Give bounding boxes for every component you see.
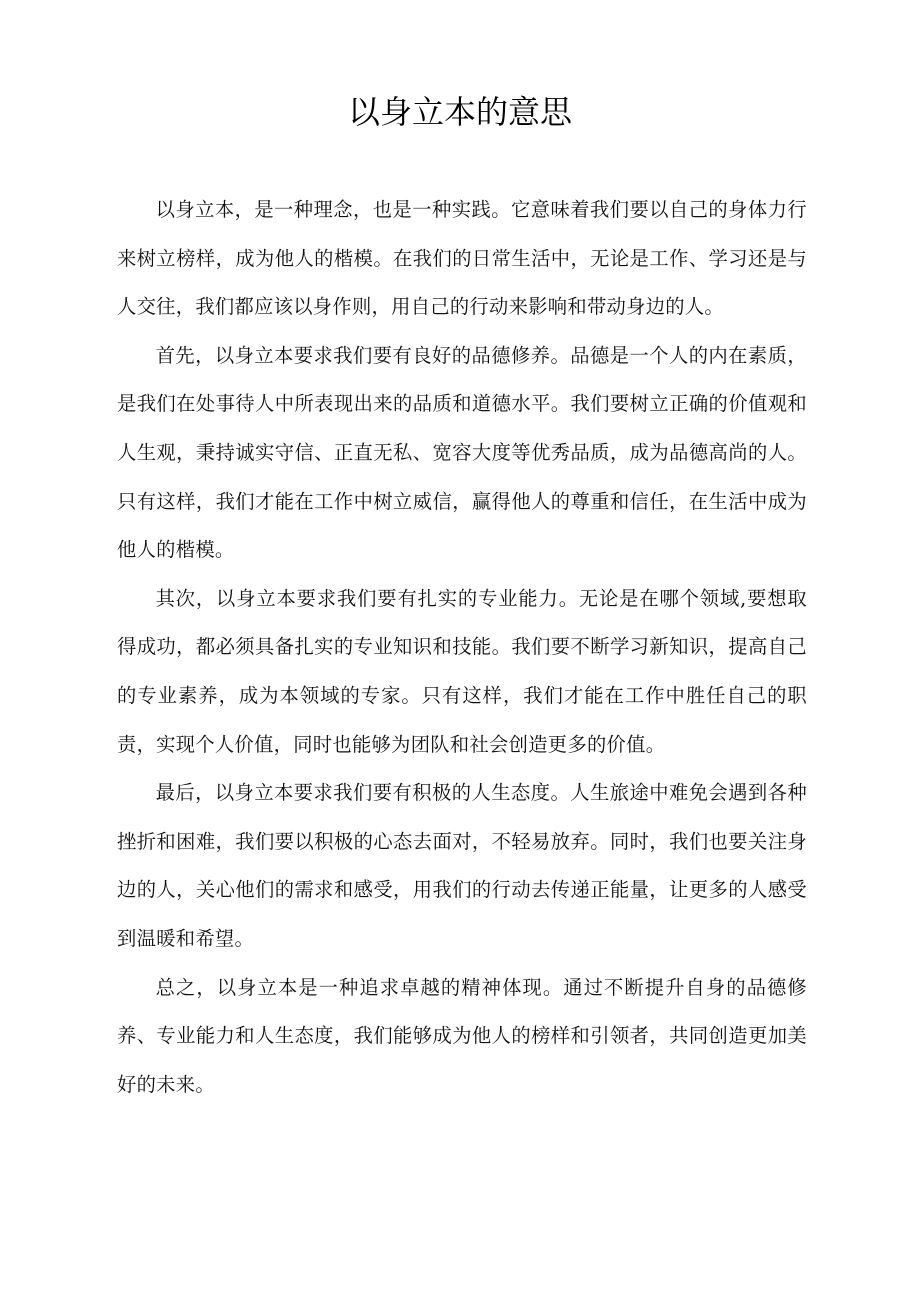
paragraph-moral-character: 首先，以身立本要求我们要有良好的品德修养。品德是一个人的内在素质，是我们在处事待人中所表现出来的品质和道德水平。我们要树立正确的价值观和人生观，秉持诚实守信、正直无私、宽容大度等优秀品质，成为品德高尚的人。只有这样，我们才能在工作中树立威信，赢得他人的尊重和信任，在生活中成为他人的楷模。 xyxy=(117,343,807,562)
page-title: 以身立本的意思 xyxy=(347,93,572,131)
paragraph-professional-ability: 其次，以身立本要求我们要有扎实的专业能力。无论是在哪个领域,要想取得成功，都必须具备扎实的专业知识和技能。我们要不断学习新知识，提高自己的专业素养，成为本领域的专家。只有这样，我们才能在工作中胜任自己的职责，实现个人价值，同时也能够为团队和社会创造更多的价值。 xyxy=(117,586,807,756)
paragraph-conclusion: 总之，以身立本是一种追求卓越的精神体现。通过不断提升自身的品德修养、专业能力和人生态度，我们能够成为他人的榜样和引领者，共同创造更加美好的未来。 xyxy=(117,975,807,1096)
document-body xyxy=(117,186,807,1109)
paragraph-intro: 以身立本，是一种理念，也是一种实践。它意味着我们要以自己的身体力行来树立榜样，成为他人的楷模。在我们的日常生活中，无论是工作、学习还是与人交往，我们都应该以身作则，用自己的行动来影响和带动身边的人。 xyxy=(117,198,807,319)
paragraph-life-attitude: 最后，以身立本要求我们要有积极的人生态度。人生旅途中难免会遇到各种挫折和困难，我们要以积极的心态去面对，不轻易放弃。同时，我们也要关注身边的人，关心他们的需求和感受，用我们的行动去传递正能量，让更多的人感受到温暖和希望。 xyxy=(117,781,807,950)
